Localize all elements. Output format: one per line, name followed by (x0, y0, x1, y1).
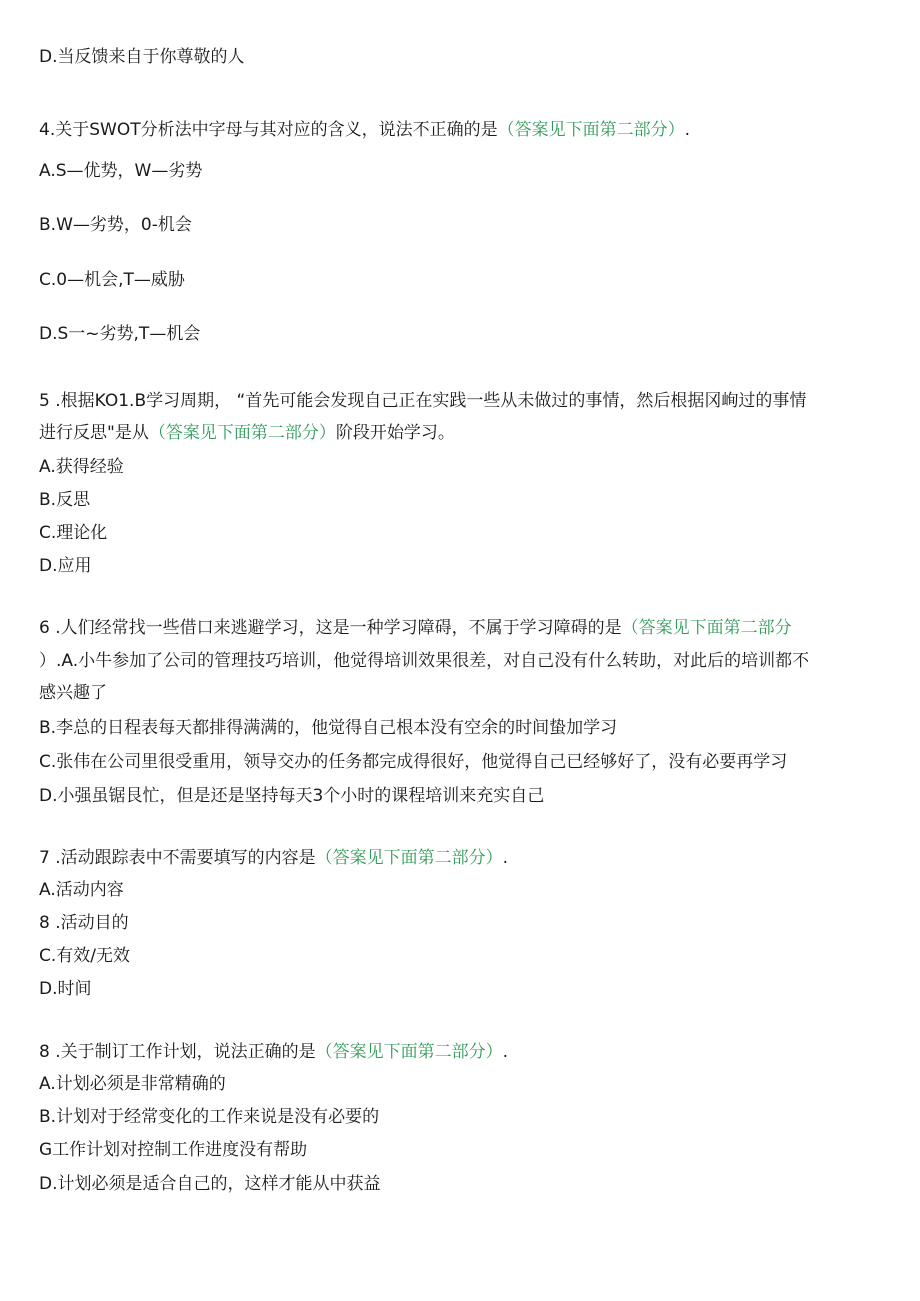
option-a (39, 455, 124, 479)
line-text: 感兴趣了 (39, 683, 107, 703)
line-text: B.李总的日程表每天都排得满满的，他觉得自己根本没有空余的时间蛰加学习 (39, 718, 618, 738)
answer-hint: （答案见下面第二部分） (148, 423, 336, 443)
line-text: 8 .活动目的 (39, 913, 129, 933)
option-b (39, 213, 192, 237)
line-text: A.计划必须是非常精确的 (39, 1074, 226, 1094)
option-b (39, 488, 90, 512)
line-text: D.计划必须是适合自己的，这样才能从中获益 (39, 1174, 381, 1194)
line-text: C.理论化 (39, 523, 108, 543)
line-text: 7 .活动跟踪表中不需要填写的内容是 (39, 848, 316, 868)
option-b (39, 716, 617, 740)
option-d (39, 1172, 381, 1196)
line-text: 5 .根据KO1.B学习周期， “首先可能会发现自己正在实践一些从未做过的事情，然后根据冈峋过的事情 (39, 391, 807, 411)
option-d (39, 45, 245, 69)
line-text: B.W—劣势，0-机会 (39, 215, 192, 235)
option-d (39, 784, 544, 808)
line-text: 4.关于SWOT分析法中字母与其对应的含义，说法不正确的是 (39, 120, 498, 140)
line-text: D.应用 (39, 556, 92, 576)
answer-hint: （答案见下面第二部分） (497, 120, 685, 140)
option-d (39, 554, 92, 578)
question-4 (39, 118, 690, 142)
line-text: A.活动内容 (39, 880, 124, 900)
answer-hint: （答案见下面第二部分 (621, 618, 792, 638)
line-text: A.获得经验 (39, 457, 124, 477)
line-tail: . (502, 848, 509, 868)
question-5 (39, 389, 806, 413)
line-text: D.小强虽锯艮忙，但是还是坚持每天3个小时的课程培训来充实自己 (39, 786, 545, 806)
line-text: 8 .关于制订工作计划，说法正确的是 (39, 1042, 316, 1062)
line-text: 进行反思"是从 (39, 423, 149, 443)
answer-hint: （答案见下面第二部分） (315, 1042, 503, 1062)
option-d (39, 977, 92, 1001)
line-text: B.计划对于经常变化的工作来说是没有必要的 (39, 1107, 380, 1127)
line-tail: 阶段开始学习。 (335, 423, 455, 443)
line-text: C.有效/无效 (39, 946, 131, 966)
line-text: A.S—优势，W—劣势 (39, 161, 203, 181)
option-d (39, 322, 200, 346)
option-c (39, 521, 107, 545)
line-text: B.反思 (39, 490, 91, 510)
question-6-cont (39, 649, 809, 673)
option-a (39, 1072, 226, 1096)
question-5-cont (39, 421, 455, 445)
line-text: ）.A.小牛参加了公司的管理技巧培训，他觉得培训效果很差，对自己没有什么转助，对此后的培训都不 (39, 651, 810, 671)
question-6-cont (39, 681, 107, 705)
option-c (39, 944, 130, 968)
question-6 (39, 616, 792, 640)
line-text: D.时间 (39, 979, 92, 999)
option-a (39, 159, 202, 183)
line-text: D.当反馈来自于你尊敬的人 (39, 47, 245, 67)
line-text: D.S一~劣势,T—机会 (39, 324, 201, 344)
line-tail: . (684, 120, 690, 140)
line-text: G工作计划对控制工作进度没有帮助 (39, 1140, 308, 1160)
option-c (39, 750, 787, 774)
line-text: C.张伟在公司里很受重用，领导交办的任务都完成得很好，他觉得自己已经够好了，没有必要再学习 (39, 752, 788, 772)
option-c (39, 268, 185, 292)
option-b (39, 1105, 379, 1129)
option-c (39, 1138, 307, 1162)
question-7 (39, 846, 508, 870)
answer-hint: （答案见下面第二部分） (315, 848, 503, 868)
question-8 (39, 1040, 508, 1064)
line-text: 6 .人们经常找一些借口来逃避学习，这是一种学习障碍，不属于学习障碍的是 (39, 618, 622, 638)
option-b (39, 911, 129, 935)
option-a (39, 878, 124, 902)
line-tail: . (502, 1042, 509, 1062)
line-text: C.0—机会,T—威胁 (39, 270, 185, 290)
